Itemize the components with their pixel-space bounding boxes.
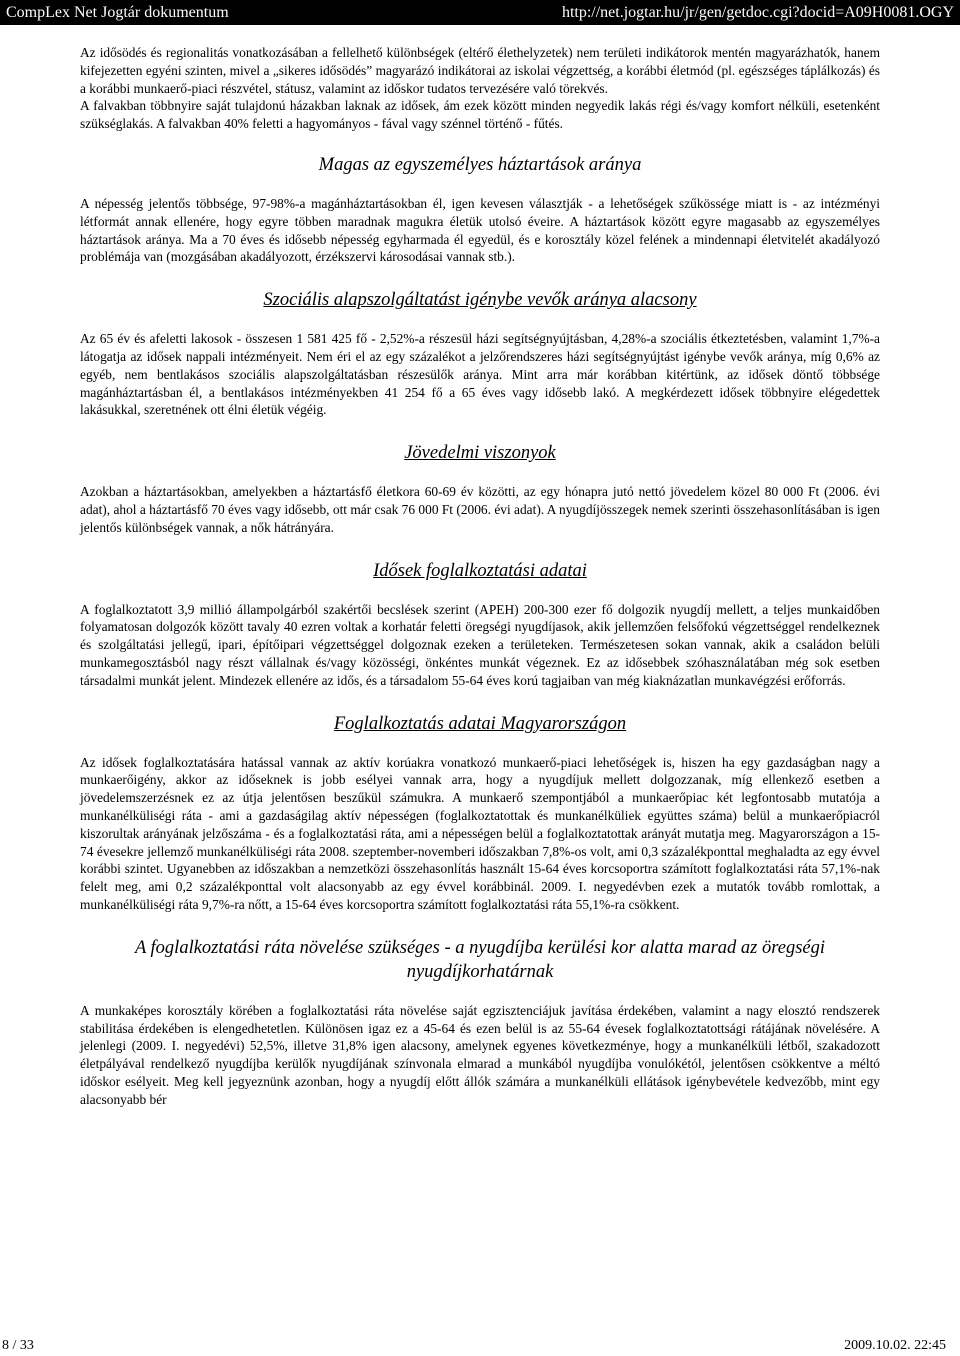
page-footer (0, 1336, 960, 1356)
page-number: 8 / 33 (2, 1338, 34, 1353)
section-heading: Szociális alapszolgáltatást igénybe vevők aránya alacsony (263, 290, 697, 311)
section-heading: Magas az egyszemélyes háztartások aránya (318, 154, 642, 175)
section-heading: Idősek foglalkoztatási adatai (373, 560, 587, 581)
paragraph: Az idősödés és regionalitás vonatkozásában a fellelhető különbségek (eltérő élethelyzetek) nem területi indikátorok mentén magyarázhatók, hanem kifejezetten egyéni szinten, mivel a „sikeres idősödés” magyarázó indikátorai az iskolai végzettség, a korábbi életmód (pl. egészséges táplálkozás) és a korábbi munkaerő-piaci részvétel, státusz, valamint az időskor tudatos tervezésére való törekvés. (80, 45, 880, 96)
section-heading: Jövedelmi viszonyok (404, 443, 556, 464)
section-heading: Foglalkoztatás adatai Magyarországon (333, 713, 627, 734)
document-body (80, 44, 880, 1108)
paragraph: Azokban a háztartásokban, amelyekben a háztartásfő életkora 60-69 év közötti, az egy hónapra jutó nettó jövedelem közel 80 000 Ft (2006. évi adat), ahol a háztartásfő 70 éves vagy idősebb, ott már csak 76 000 Ft (2006. évi adat). A nyugdíjösszegek nemek szerinti összehasonlításában is igen jelentős különbségek vannak, a nők hátrányára. (80, 484, 880, 535)
paragraph: A népesség jelentős többsége, 97-98%-a magánháztartásokban él, igen kevesen választják - a lehetőségek szűkössége miatt is - az intézményi létformát annak ellenére, hogy egyre többen maradnak magukra életük utolsó éveire. A háztartások között egyre magasabb az egyszemélyes háztartások aránya. Ma a 70 éves és idősebb népesség egyharmada él egyedül, és e korosztály közel felének a mindennapi életvitelét akadályozó problémája van (mozgásában akadályozott, érzékszervi károsodásai vannak stb.). (80, 195, 880, 265)
paragraph: Az idősek foglalkoztatására hatással vannak az aktív korúakra vonatkozó munkaerő-piaci lehetőségek is, hiszen ha egy gazdaságban nagy a munkaerőigény, akkor az időseknek is jobb esélyei vannak arra, hogy a nyugdíjuk mellett dolgozzanak, míg ellenkező esetben a jövedelemszerzésnek ez az útja jelentősen beszűkül számukra. A munkaerő szempontjából a munkaerőpiac két legfontosabb mutatója a munkanélküliségi ráta - ami a gazdaságilag aktív népességen (foglalkoztatottak és munkanélküliek együttes száma) belül a munkaerőpiacról kiszorultak arányának jelzőszáma - és a foglalkoztatási ráta, ami a népességen belül a foglalkoztatottak arányát mutatja meg. Magyarországon a 15-74 évesekre jellemző munkanélküliségi ráta 2008. szeptember-novemberi időszakban 7,8%-os volt, ami 0,3 százalékponttal meghaladta az egy évvel korábbi szintet. Ugyanebben az időszakban a nemzetközi összehasonlítás használt 15-64 éves korcsoportra számított foglalkoztatási ráta 57,1%-nak felelt meg, ami 0,2 százalékponttal volt alacsonyabb az egy évvel korábbinál. 2009. I. negyedévben ezek a mutatók tovább romlottak, a munkanélküliségi ráta 9,7%-ra nőtt, a 15-64 éves korcsoportra számított foglalkoztatási ráta 55,1%-ra csökkent. (80, 754, 880, 912)
paragraph: A foglalkoztatott 3,9 millió állampolgárból szakértői becslések szerint (APEH) 200-300 ezer fő dolgozik nyugdíj mellett, a teljes munkaidőben folyamatosan dolgozók között tavaly 40 ezren voltak a korhatár feletti öregségi nyugdíjasok, akik jellemzően felsőfokú végzettséggel rendelkeznek és szolgáltatási jellegű, ipari, építőipari végzettséggel dolgoznak ezeken a területeken. Természetesen sokan vannak, akik a családon belüli munkamegosztásból nagy részt vállalnak és/vagy közösségi, önkéntes munkát végeznek. Ez az idősebbek szóhasználatában még sok esetben társadalmi munkát jelent. Mindezek ellenére az idős, és a társadalom 55-64 éves korú tagjaiban van még kiaknázatlan munkavégzési erőforrás. (80, 601, 880, 688)
paragraph: A falvakban többnyire saját tulajdonú házakban laknak az idősek, ám ezek között minden negyedik lakás régi és/vagy komfort nélküli, esetenként szükséglakás. A falvakban 40% feletti a hagyományos - fával vagy szénnel történő - fűtés. (80, 98, 880, 132)
paragraph: Az 65 év és afeletti lakosok - összesen 1 581 425 fő - 2,52%-a részesül házi segítségnyújtásban, 4,28%-a szociális étkeztetésben, valamint 1,7%-a látogatja az idősek nappali intézményeit. Nem éri el az egy százalékot a jelzőrendszeres házi segítségnyújtást igénybe vevők aránya, míg 0,6% az egyéb, nem bentlakásos szociális alapszolgáltatásban részesülők aránya. Mint arra már korábban kitértünk, az idősek döntő többsége magánháztartásban él, a bentlakásos intézményekben 41 254 fő a 65 éves vagy idősebb lakó. A megkérdezett idősek többnyire elégedettek lakásukkal, szeretnének ott élni életük végéig. (80, 331, 880, 418)
paragraph: A munkaképes korosztály körében a foglalkoztatási ráta növelése saját egzisztenciájuk javítása érdekében, valamint a nagy elosztó rendszerek stabilitása érdekében is elengedhetetlen. Különösen igaz ez a 45-64 és ezen belül is az 55-64 évesek foglalkoztatottsági rátájának növelésére. A jelenlegi (2009. I. negyedévi) 52,5%, illetve 31,8% igen alacsony, amelynek egyenes következménye, hogy a munkanélküli létből, szakadozott életpályával rendelkező nyugdíjba kerülők nyugdíjának színvonala elmarad a munkából nyugdíjba vonulókétól, jelentősen csökkentve a méltó időskor esélyeit. Meg kell jegyeznünk azonban, hogy a nyugdíj előtt állók számára a munkanélküli ellátások igénybevétele kedvezőbb, mint egy alacsonyabb bér (80, 1002, 880, 1107)
document-title: CompLex Net Jogtár dokumentum (6, 4, 229, 21)
print-datetime: 2009.10.02. 22:45 (844, 1338, 946, 1353)
document-url: http://net.jogtar.hu/jr/gen/getdoc.cgi?docid=A09H0081.OGY (561, 4, 954, 21)
section-heading: A foglalkoztatási ráta növelése szükséges - a nyugdíjba kerülési kor alatta marad az öregségi nyugdíjkorhatárnak (134, 937, 826, 982)
header-bar (0, 0, 960, 25)
